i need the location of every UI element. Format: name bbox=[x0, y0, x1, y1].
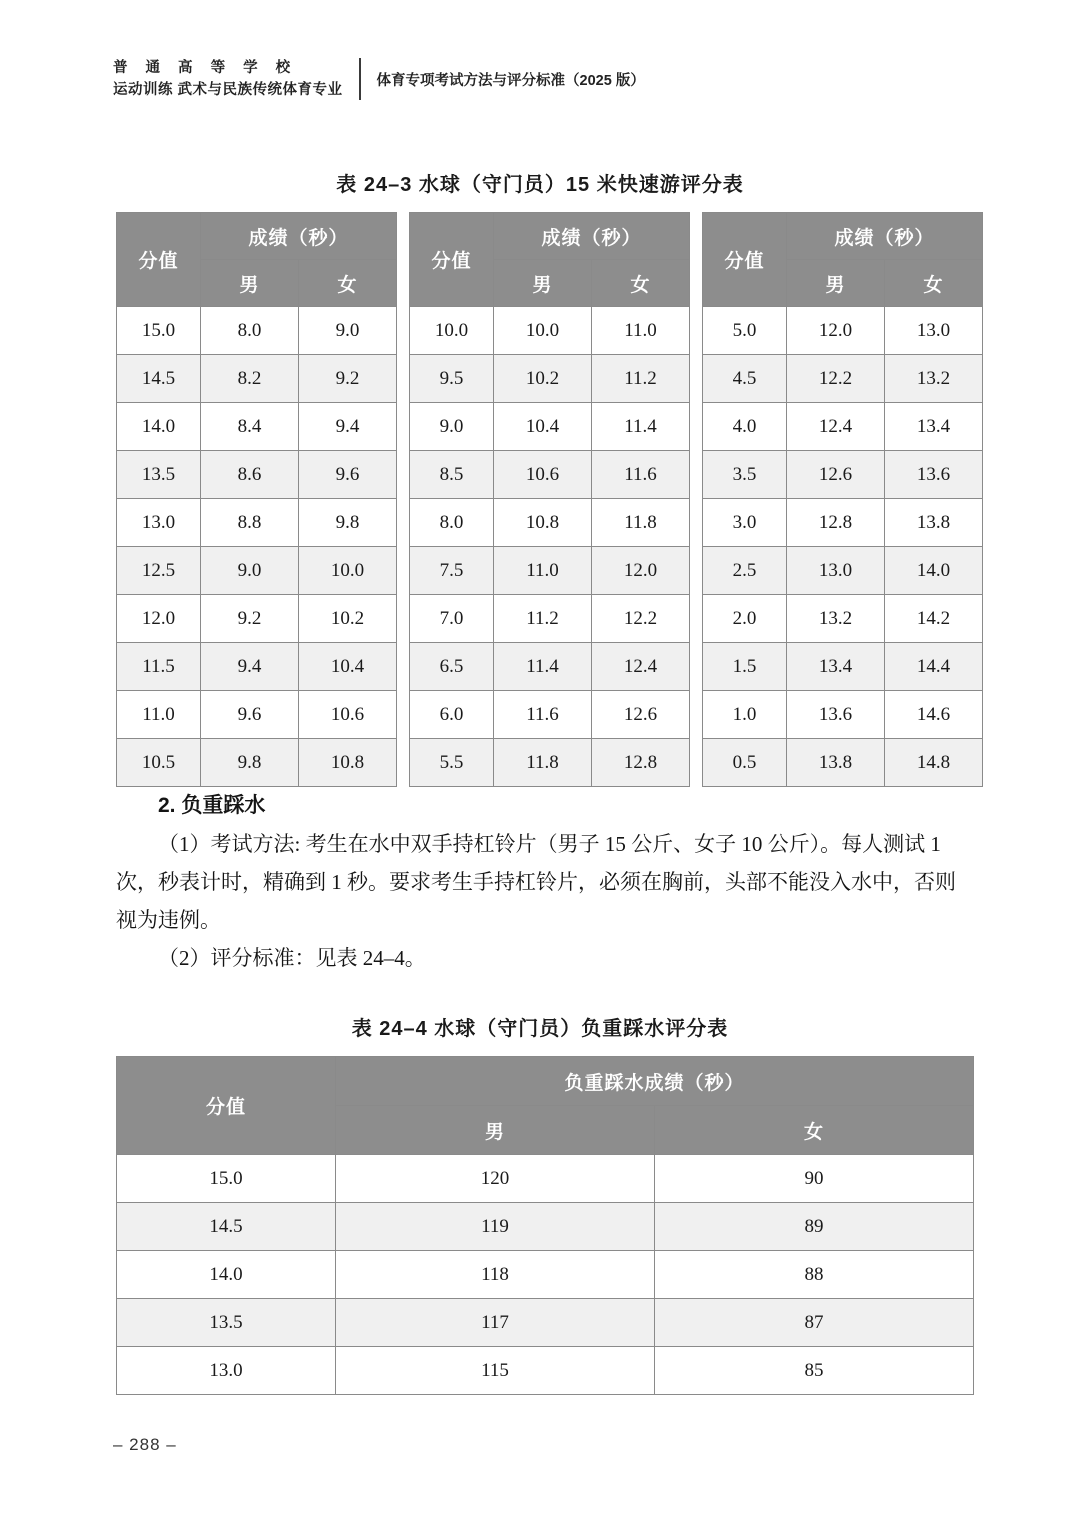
cell-score: 4.0 bbox=[703, 403, 787, 451]
table-2-caption: 表 24–4 水球（守门员）负重踩水评分表 bbox=[351, 1018, 729, 1040]
table-row bbox=[703, 307, 983, 355]
col-header-score: 分值 bbox=[703, 213, 787, 307]
table-row bbox=[703, 499, 983, 547]
table-block-gap-1 bbox=[397, 212, 409, 787]
table-row bbox=[117, 595, 397, 643]
table-row bbox=[410, 643, 690, 691]
cell-score: 9.5 bbox=[410, 355, 494, 403]
table-row bbox=[117, 307, 397, 355]
section-paragraph-2: （2）评分标准：见表 24–4。 bbox=[158, 946, 426, 970]
table-row bbox=[410, 547, 690, 595]
cell-score: 11.5 bbox=[117, 643, 201, 691]
page-number: – 288 – bbox=[113, 1435, 177, 1454]
cell-female: 9.6 bbox=[299, 451, 397, 499]
cell-score: 14.5 bbox=[117, 1203, 336, 1251]
cell-female: 13.6 bbox=[885, 451, 983, 499]
table-block-gap-2 bbox=[690, 212, 702, 787]
cell-male: 13.2 bbox=[787, 595, 885, 643]
table-row bbox=[410, 691, 690, 739]
table-row bbox=[117, 547, 397, 595]
cell-score: 10.5 bbox=[117, 739, 201, 787]
col-header-result-group: 成绩（秒） bbox=[787, 213, 983, 260]
cell-female: 14.6 bbox=[885, 691, 983, 739]
col-header-male: 男 bbox=[494, 260, 592, 307]
table-row bbox=[117, 1299, 974, 1347]
cell-score: 5.0 bbox=[703, 307, 787, 355]
cell-score: 14.0 bbox=[117, 403, 201, 451]
section-heading: 2. 负重踩水 bbox=[158, 794, 266, 817]
cell-score: 4.5 bbox=[703, 355, 787, 403]
col-header-male: 男 bbox=[201, 260, 299, 307]
col-header-result-group: 负重踩水成绩（秒） bbox=[336, 1057, 974, 1106]
cell-male: 119 bbox=[336, 1203, 655, 1251]
cell-female: 11.6 bbox=[592, 451, 690, 499]
cell-male: 117 bbox=[336, 1299, 655, 1347]
col-header-result-group: 成绩（秒） bbox=[201, 213, 397, 260]
cell-male: 12.2 bbox=[787, 355, 885, 403]
table-row bbox=[703, 691, 983, 739]
cell-male: 8.8 bbox=[201, 499, 299, 547]
table-row bbox=[703, 403, 983, 451]
cell-female: 12.6 bbox=[592, 691, 690, 739]
table-2-grid bbox=[116, 1056, 974, 1395]
cell-score: 12.0 bbox=[117, 595, 201, 643]
cell-female: 11.8 bbox=[592, 499, 690, 547]
table-row bbox=[703, 643, 983, 691]
cell-male: 11.8 bbox=[494, 739, 592, 787]
cell-female: 11.4 bbox=[592, 403, 690, 451]
table-row bbox=[117, 403, 397, 451]
cell-score: 3.0 bbox=[703, 499, 787, 547]
table-row bbox=[117, 1347, 974, 1395]
table-row bbox=[117, 1251, 974, 1299]
cell-female: 9.8 bbox=[299, 499, 397, 547]
cell-female: 11.0 bbox=[592, 307, 690, 355]
cell-score: 8.5 bbox=[410, 451, 494, 499]
cell-score: 0.5 bbox=[703, 739, 787, 787]
table-row bbox=[117, 499, 397, 547]
cell-score: 13.0 bbox=[117, 1347, 336, 1395]
cell-score: 7.5 bbox=[410, 547, 494, 595]
cell-score: 13.5 bbox=[117, 451, 201, 499]
cell-male: 10.8 bbox=[494, 499, 592, 547]
cell-male: 12.4 bbox=[787, 403, 885, 451]
header-line-1: 普 通 高 等 学 校 bbox=[113, 60, 298, 76]
cell-female: 90 bbox=[655, 1155, 974, 1203]
table-row bbox=[117, 643, 397, 691]
table-1-block-3 bbox=[702, 212, 983, 787]
cell-male: 9.6 bbox=[201, 691, 299, 739]
cell-female: 13.0 bbox=[885, 307, 983, 355]
cell-male: 8.2 bbox=[201, 355, 299, 403]
table-1-block-1 bbox=[116, 212, 397, 787]
cell-male: 13.0 bbox=[787, 547, 885, 595]
cell-score: 9.0 bbox=[410, 403, 494, 451]
cell-male: 11.0 bbox=[494, 547, 592, 595]
col-header-result-group: 成绩（秒） bbox=[494, 213, 690, 260]
cell-score: 15.0 bbox=[117, 307, 201, 355]
col-header-female: 女 bbox=[592, 260, 690, 307]
cell-score: 8.0 bbox=[410, 499, 494, 547]
cell-score: 11.0 bbox=[117, 691, 201, 739]
cell-score: 5.5 bbox=[410, 739, 494, 787]
cell-female: 13.2 bbox=[885, 355, 983, 403]
cell-score: 6.0 bbox=[410, 691, 494, 739]
cell-female: 14.8 bbox=[885, 739, 983, 787]
cell-male: 8.6 bbox=[201, 451, 299, 499]
cell-score: 1.5 bbox=[703, 643, 787, 691]
cell-male: 12.6 bbox=[787, 451, 885, 499]
table-row bbox=[117, 451, 397, 499]
cell-female: 11.2 bbox=[592, 355, 690, 403]
cell-male: 9.4 bbox=[201, 643, 299, 691]
cell-female: 13.4 bbox=[885, 403, 983, 451]
cell-male: 118 bbox=[336, 1251, 655, 1299]
table-row bbox=[703, 595, 983, 643]
cell-female: 14.4 bbox=[885, 643, 983, 691]
table-row bbox=[117, 355, 397, 403]
cell-male: 115 bbox=[336, 1347, 655, 1395]
cell-score: 2.5 bbox=[703, 547, 787, 595]
table-row bbox=[410, 739, 690, 787]
cell-male: 11.6 bbox=[494, 691, 592, 739]
table-row bbox=[117, 1203, 974, 1251]
body-text-section bbox=[116, 787, 962, 977]
header-line-2: 运动训练 武术与民族传统体育专业 bbox=[113, 82, 343, 98]
cell-male: 11.4 bbox=[494, 643, 592, 691]
col-header-male: 男 bbox=[336, 1106, 655, 1155]
cell-male: 10.0 bbox=[494, 307, 592, 355]
table-row bbox=[703, 739, 983, 787]
cell-male: 120 bbox=[336, 1155, 655, 1203]
cell-male: 13.8 bbox=[787, 739, 885, 787]
col-header-score: 分值 bbox=[117, 1057, 336, 1155]
cell-score: 1.0 bbox=[703, 691, 787, 739]
cell-male: 12.0 bbox=[787, 307, 885, 355]
cell-male: 9.8 bbox=[201, 739, 299, 787]
table-row bbox=[703, 547, 983, 595]
table-1-caption: 表 24–3 水球（守门员）15 米快速游评分表 bbox=[336, 174, 744, 196]
cell-score: 13.5 bbox=[117, 1299, 336, 1347]
col-header-female: 女 bbox=[299, 260, 397, 307]
col-header-female: 女 bbox=[655, 1106, 974, 1155]
cell-score: 15.0 bbox=[117, 1155, 336, 1203]
cell-female: 12.4 bbox=[592, 643, 690, 691]
page-header bbox=[113, 58, 645, 100]
cell-score: 6.5 bbox=[410, 643, 494, 691]
cell-female: 9.2 bbox=[299, 355, 397, 403]
cell-female: 14.2 bbox=[885, 595, 983, 643]
cell-female: 12.8 bbox=[592, 739, 690, 787]
cell-score: 14.5 bbox=[117, 355, 201, 403]
cell-female: 10.0 bbox=[299, 547, 397, 595]
cell-male: 9.2 bbox=[201, 595, 299, 643]
col-header-score: 分值 bbox=[117, 213, 201, 307]
cell-female: 88 bbox=[655, 1251, 974, 1299]
cell-female: 10.4 bbox=[299, 643, 397, 691]
col-header-score: 分值 bbox=[410, 213, 494, 307]
table-row bbox=[410, 499, 690, 547]
cell-male: 12.8 bbox=[787, 499, 885, 547]
cell-female: 10.8 bbox=[299, 739, 397, 787]
table-row bbox=[117, 739, 397, 787]
cell-score: 7.0 bbox=[410, 595, 494, 643]
table-row bbox=[117, 1155, 974, 1203]
cell-male: 10.4 bbox=[494, 403, 592, 451]
table-row bbox=[410, 595, 690, 643]
cell-male: 10.2 bbox=[494, 355, 592, 403]
cell-male: 8.0 bbox=[201, 307, 299, 355]
table-row bbox=[410, 355, 690, 403]
cell-female: 89 bbox=[655, 1203, 974, 1251]
col-header-male: 男 bbox=[787, 260, 885, 307]
table-1 bbox=[116, 212, 983, 787]
table-row bbox=[117, 691, 397, 739]
cell-female: 10.2 bbox=[299, 595, 397, 643]
table-2 bbox=[116, 1056, 974, 1395]
cell-score: 3.5 bbox=[703, 451, 787, 499]
cell-score: 12.5 bbox=[117, 547, 201, 595]
table-row bbox=[410, 307, 690, 355]
cell-female: 12.0 bbox=[592, 547, 690, 595]
cell-female: 14.0 bbox=[885, 547, 983, 595]
cell-male: 10.6 bbox=[494, 451, 592, 499]
cell-female: 87 bbox=[655, 1299, 974, 1347]
header-left-block bbox=[113, 58, 361, 100]
cell-male: 13.6 bbox=[787, 691, 885, 739]
cell-female: 85 bbox=[655, 1347, 974, 1395]
cell-male: 8.4 bbox=[201, 403, 299, 451]
header-right-title: 体育专项考试方法与评分标准（2025 版） bbox=[376, 72, 645, 89]
cell-score: 13.0 bbox=[117, 499, 201, 547]
cell-male: 13.4 bbox=[787, 643, 885, 691]
section-paragraph-1: （1）考试方法: 考生在水中双手持杠铃片（男子 15 公斤、女子 10 公斤）。每人测试 1 次，秒表计时，精确到 1 秒。要求考生手持杠铃片，必须在胸前，头部不能没入水中，否则视为违例。 bbox=[116, 832, 956, 932]
cell-female: 12.2 bbox=[592, 595, 690, 643]
cell-female: 10.6 bbox=[299, 691, 397, 739]
cell-score: 2.0 bbox=[703, 595, 787, 643]
cell-female: 9.0 bbox=[299, 307, 397, 355]
col-header-female: 女 bbox=[885, 260, 983, 307]
table-row bbox=[410, 403, 690, 451]
table-row bbox=[703, 355, 983, 403]
cell-male: 9.0 bbox=[201, 547, 299, 595]
cell-score: 10.0 bbox=[410, 307, 494, 355]
table-row bbox=[703, 451, 983, 499]
cell-score: 14.0 bbox=[117, 1251, 336, 1299]
table-row bbox=[410, 451, 690, 499]
cell-male: 11.2 bbox=[494, 595, 592, 643]
table-1-block-2 bbox=[409, 212, 690, 787]
cell-female: 9.4 bbox=[299, 403, 397, 451]
cell-female: 13.8 bbox=[885, 499, 983, 547]
